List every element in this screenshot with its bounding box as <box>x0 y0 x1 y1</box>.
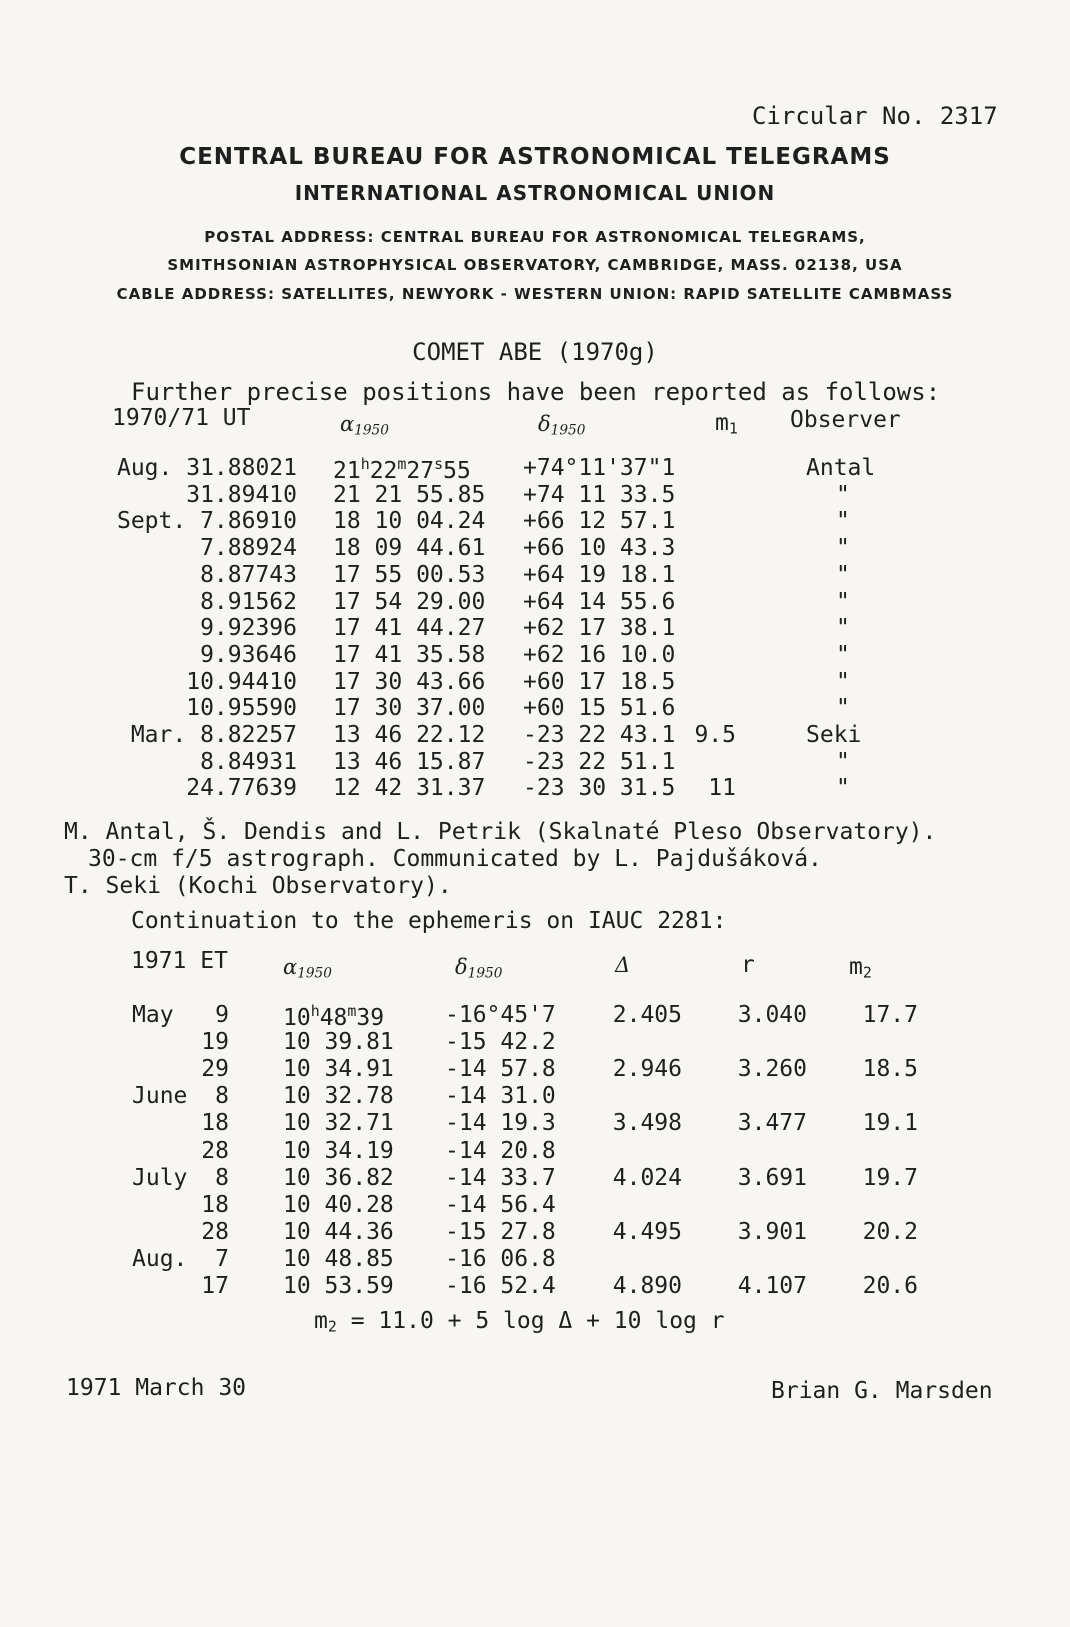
dec-cell: +74 11 33.5 <box>523 481 676 508</box>
ra-cell: 18 09 44.61 <box>333 535 486 562</box>
day-cell: 18 <box>201 1110 229 1137</box>
day-cell: 28 <box>201 1218 229 1245</box>
footer-date: 1971 March 30 <box>66 1375 247 1401</box>
t1-header-ra: $\alpha_{1950}$ <box>340 412 389 439</box>
t2-header-delta: Δ <box>615 953 631 977</box>
date-cell: Sept. 7.86910 <box>116 508 297 535</box>
ra-cell: 10 36.82 <box>283 1164 394 1191</box>
m2-cell: 20.6 <box>862 1273 918 1299</box>
dec-cell: +62 16 10.0 <box>523 641 676 668</box>
postal-address-line1: POSTAL ADDRESS: CENTRAL BUREAU FOR ASTRONOMICAL TELEGRAMS, <box>204 228 866 246</box>
observer-cell: " <box>836 615 850 642</box>
t2-header-dec: $\delta_{1950}$ <box>455 955 503 982</box>
union-title: INTERNATIONAL ASTRONOMICAL UNION <box>294 181 776 205</box>
ra-cell: 17 41 44.27 <box>333 615 486 642</box>
ra-cell: 13 46 22.12 <box>333 722 486 748</box>
footer-author: Brian G. Marsden <box>771 1378 993 1404</box>
dec-cell: +66 10 43.3 <box>523 535 676 562</box>
dec-cell: -14 33.7 <box>445 1164 556 1191</box>
day-cell: 19 <box>201 1029 229 1056</box>
dec-cell: -23 22 43.1 <box>523 722 676 748</box>
ra-cell: 10 48.85 <box>283 1245 394 1272</box>
ra-cell: 10 32.78 <box>283 1083 394 1110</box>
r-cell: 4.107 <box>737 1273 807 1299</box>
delta-cell: 4.024 <box>612 1164 682 1191</box>
date-cell: 9.93646 <box>200 641 297 668</box>
dec-cell: -16 06.8 <box>445 1245 556 1272</box>
dec-cell: -14 31.0 <box>445 1083 556 1110</box>
ra-cell: 10 34.19 <box>283 1137 394 1164</box>
r-cell: 3.040 <box>737 1002 807 1028</box>
dec-cell: -14 20.8 <box>445 1137 556 1164</box>
day-cell: 29 <box>201 1056 229 1083</box>
t2-header-m2: $m_2$ <box>849 954 872 982</box>
dec-cell: -14 57.8 <box>445 1056 556 1083</box>
ra-cell: 17 30 43.66 <box>333 668 486 695</box>
t1-header-observer: Observer <box>790 407 901 433</box>
day-cell: 7 <box>215 1245 229 1272</box>
date-cell: 8.84931 <box>200 748 297 775</box>
observer-cell: " <box>836 695 850 722</box>
dec-cell: -16 52.4 <box>445 1273 556 1299</box>
day-cell: 17 <box>201 1273 229 1299</box>
date-cell: 7.88924 <box>200 535 297 562</box>
dec-cell: -23 22 51.1 <box>523 748 676 775</box>
m2-cell: 20.2 <box>862 1218 918 1245</box>
bureau-title: CENTRAL BUREAU FOR ASTRONOMICAL TELEGRAMS <box>179 144 891 170</box>
dec-cell: +66 12 57.1 <box>523 508 676 535</box>
m2-cell: 18.5 <box>862 1056 918 1083</box>
observer-cell: " <box>836 775 850 802</box>
delta-cell: 2.946 <box>612 1056 682 1083</box>
ra-cell: 21$^h$22$^m$27$^s$55 <box>333 455 471 484</box>
note-seki: T. Seki (Kochi Observatory). <box>64 873 452 899</box>
postal-address-line2: SMITHSONIAN ASTROPHYSICAL OBSERVATORY, CAMBRIDGE, MASS. 02138, USA <box>167 256 903 274</box>
r-cell: 3.477 <box>737 1110 807 1137</box>
observer-cell: " <box>836 508 850 535</box>
intro-text: Further precise positions have been reported as follows: <box>131 378 941 406</box>
t1-header-mag: $m_1$ <box>715 410 738 438</box>
cable-address: CABLE ADDRESS: SATELLITES, NEWYORK - WESTERN UNION: RAPID SATELLITE CAMBMASS <box>116 285 954 303</box>
ra-cell: 10$^h$48$^m$39 <box>283 1002 385 1031</box>
month-cell: May <box>132 1002 174 1028</box>
observer-cell: " <box>836 748 850 775</box>
delta-cell: 2.405 <box>612 1002 682 1028</box>
date-cell: 8.91562 <box>200 588 297 615</box>
date-cell: 31.89410 <box>186 481 297 508</box>
dec-cell: -15 27.8 <box>445 1218 556 1245</box>
day-cell: 28 <box>201 1137 229 1164</box>
continuation-text: Continuation to the ephemeris on IAUC 2281: <box>131 908 727 934</box>
dec-cell: +60 15 51.6 <box>523 695 676 722</box>
t1-header-dec: $\delta_{1950}$ <box>538 412 586 439</box>
comet-title: COMET ABE (1970g) <box>412 338 658 366</box>
day-cell: 8 <box>215 1083 229 1110</box>
month-cell: June <box>132 1083 188 1110</box>
ra-cell: 17 30 37.00 <box>333 695 486 722</box>
r-cell: 3.691 <box>737 1164 807 1191</box>
t1-header-date: 1970/71 UT <box>112 405 251 431</box>
observer-cell: " <box>836 535 850 562</box>
month-cell: Aug. <box>132 1245 188 1272</box>
dec-cell: -23 30 31.5 <box>523 775 676 802</box>
mag-cell: 9.5 <box>694 722 736 748</box>
month-cell: July <box>132 1164 188 1191</box>
dec-cell: +60 17 18.5 <box>523 668 676 695</box>
delta-cell: 4.495 <box>612 1218 682 1245</box>
ra-cell: 21 21 55.85 <box>333 481 486 508</box>
delta-cell: 4.890 <box>612 1273 682 1299</box>
observer-cell: " <box>836 481 850 508</box>
date-cell: 9.92396 <box>200 615 297 642</box>
date-cell: Aug. 31.88021 <box>116 455 297 481</box>
magnitude-formula: $m_2 = 11.0 + 5$ log Δ + 10 log r <box>314 1308 725 1336</box>
date-cell: Mar. 8.82257 <box>130 722 297 748</box>
dec-cell: +74°11'37"1 <box>523 455 676 481</box>
observer-cell: Antal <box>806 455 876 481</box>
mag-cell: 11 <box>708 775 736 802</box>
day-cell: 9 <box>215 1002 229 1028</box>
day-cell: 18 <box>201 1191 229 1218</box>
observer-cell: " <box>836 561 850 588</box>
dec-cell: +64 19 18.1 <box>523 561 676 588</box>
ra-cell: 18 10 04.24 <box>333 508 486 535</box>
ra-cell: 17 54 29.00 <box>333 588 486 615</box>
ra-cell: 13 46 15.87 <box>333 748 486 775</box>
m2-cell: 19.7 <box>862 1164 918 1191</box>
ra-cell: 10 32.71 <box>283 1110 394 1137</box>
t2-header-ra: $\alpha_{1950}$ <box>283 955 332 982</box>
dec-cell: -15 42.2 <box>445 1029 556 1056</box>
dec-cell: -14 19.3 <box>445 1110 556 1137</box>
m2-cell: 17.7 <box>862 1002 918 1028</box>
ra-cell: 10 44.36 <box>283 1218 394 1245</box>
date-cell: 10.95590 <box>186 695 297 722</box>
ra-cell: 10 34.91 <box>283 1056 394 1083</box>
note-astrograph: 30-cm f/5 astrograph. Communicated by L. Pajdušáková. <box>88 846 822 872</box>
date-cell: 10.94410 <box>186 668 297 695</box>
observer-cell: " <box>836 588 850 615</box>
dec-cell: +62 17 38.1 <box>523 615 676 642</box>
ra-cell: 17 55 00.53 <box>333 561 486 588</box>
ra-cell: 10 40.28 <box>283 1191 394 1218</box>
day-cell: 8 <box>215 1164 229 1191</box>
dec-cell: -16°45'7 <box>445 1002 556 1028</box>
m2-cell: 19.1 <box>862 1110 918 1137</box>
delta-cell: 3.498 <box>612 1110 682 1137</box>
ra-cell: 10 39.81 <box>283 1029 394 1056</box>
dec-cell: -14 56.4 <box>445 1191 556 1218</box>
ra-cell: 12 42 31.37 <box>333 775 486 802</box>
r-cell: 3.901 <box>737 1218 807 1245</box>
observer-cell: " <box>836 668 850 695</box>
dec-cell: +64 14 55.6 <box>523 588 676 615</box>
r-cell: 3.260 <box>737 1056 807 1083</box>
observer-cell: Seki <box>806 722 862 748</box>
date-cell: 8.87743 <box>200 561 297 588</box>
observer-cell: " <box>836 641 850 668</box>
ra-cell: 17 41 35.58 <box>333 641 486 668</box>
t2-header-r: r <box>741 952 755 978</box>
circular-number: Circular No. 2317 <box>752 102 998 130</box>
t2-header-date: 1971 ET <box>131 948 228 974</box>
date-cell: 24.77639 <box>186 775 297 802</box>
note-antal: M. Antal, Š. Dendis and L. Petrik (Skalnaté Pleso Observatory). <box>64 819 937 845</box>
ra-cell: 10 53.59 <box>283 1273 394 1299</box>
